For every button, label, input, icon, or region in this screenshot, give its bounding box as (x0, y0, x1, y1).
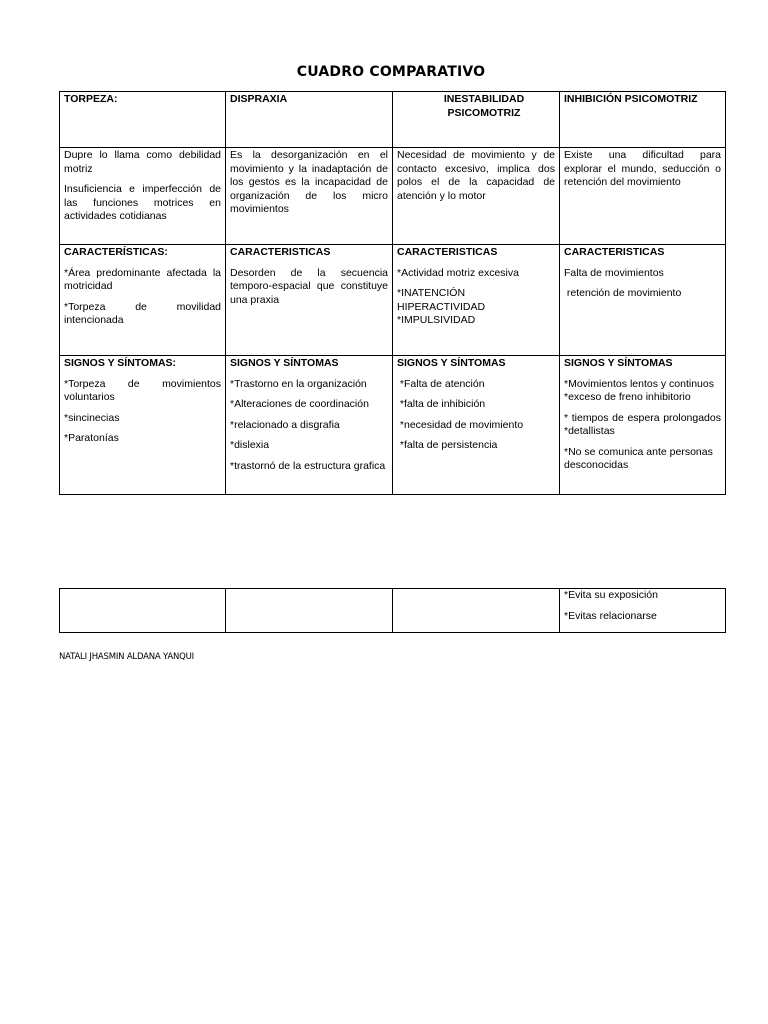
characteristics-row (60, 245, 726, 356)
characteristics-cell-inestabilidad: CARACTERISTICAS *Actividad motriz excesiva *INATENCIÓN HIPERACTIVIDAD *IMPULSIVIDAD (393, 245, 560, 356)
continuation-cell-dispraxia (226, 589, 393, 633)
signs-cell-dispraxia: SIGNOS Y SÍNTOMAS *Trastorno en la organización *Alteraciones de coordinación *relacionado a disgrafia *dislexia *trastornó de la estructura grafica (226, 356, 393, 495)
definition-cell-inestabilidad: Necesidad de movimiento y de contacto excesivo, implica dos polos el de la capacidad de atención y lo motor (393, 148, 560, 245)
author-name: NATALI JHASMIN ALDANA YANQUI (59, 652, 194, 662)
continuation-table (59, 588, 726, 633)
signs-cell-inestabilidad: SIGNOS Y SÍNTOMAS *Falta de atención *falta de inhibición *necesidad de movimiento *falta de persistencia (393, 356, 560, 495)
page-title: CUADRO COMPARATIVO (296, 64, 486, 80)
continuation-cell-torpeza (60, 589, 226, 633)
header-cell-dispraxia: DISPRAXIA (226, 92, 393, 148)
definition-cell-dispraxia: Es la desorganización en el movimiento y la inadaptación de los gestos es la incapacidad de organización de los micro movimientos (226, 148, 393, 245)
header-cell-torpeza: TORPEZA: (60, 92, 226, 148)
signs-row (60, 356, 726, 495)
continuation-row (60, 589, 726, 633)
signs-cell-inhibicion: SIGNOS Y SÍNTOMAS *Movimientos lentos y continuos *exceso de freno inhibitorio * tiempos de espera prolongados *detallistas *No se comunica ante personas desconocidas (560, 356, 726, 495)
definition-cell-inhibicion: Existe una dificultad para explorar el mundo, seducción o retención del movimiento (560, 148, 726, 245)
definition-row (60, 148, 726, 245)
header-cell-inestabilidad: INESTABILIDAD PSICOMOTRIZ (393, 92, 560, 148)
comparison-table (59, 91, 726, 495)
definition-cell-torpeza: Dupre lo llama como debilidad motriz Insuficiencia e imperfección de las funciones motrices en actividades cotidianas (60, 148, 226, 245)
characteristics-cell-dispraxia: CARACTERISTICAS Desorden de la secuencia temporo-espacial que constituye una praxia (226, 245, 393, 356)
header-cell-inhibicion: INHIBICIÓN PSICOMOTRIZ (560, 92, 726, 148)
header-row (60, 92, 726, 148)
signs-cell-torpeza: SIGNOS Y SÍNTOMAS: *Torpeza de movimientos voluntarios *sincinecias *Paratonías (60, 356, 226, 495)
continuation-cell-inhibicion: *Evita su exposición *Evitas relacionarse (560, 589, 726, 633)
characteristics-cell-inhibicion: CARACTERISTICAS Falta de movimientos retención de movimiento (560, 245, 726, 356)
continuation-cell-inestabilidad (393, 589, 560, 633)
characteristics-cell-torpeza: CARACTERÍSTICAS: *Área predominante afectada la motricidad *Torpeza de movilidad intencionada (60, 245, 226, 356)
